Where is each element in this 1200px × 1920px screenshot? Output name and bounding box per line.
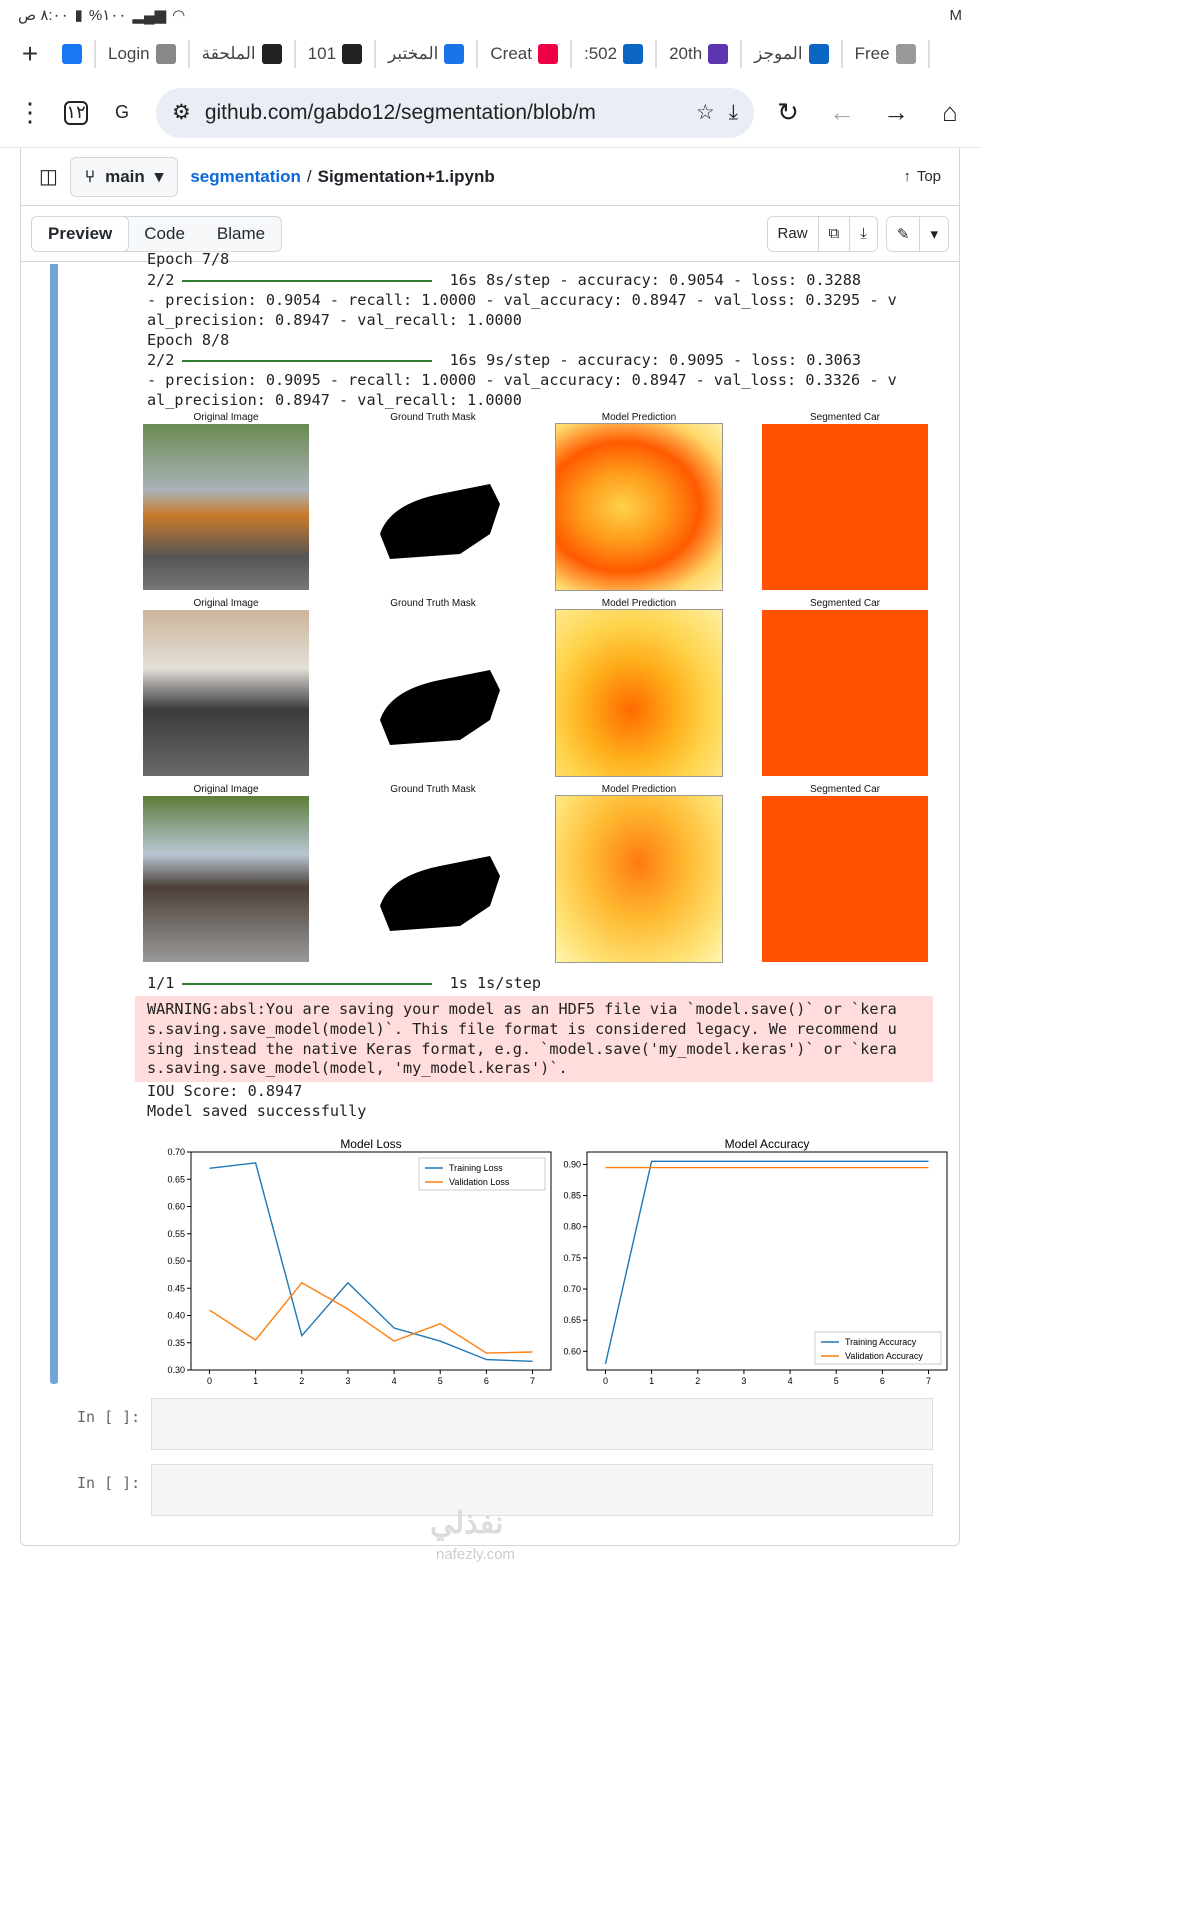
status-bar (0, 0, 980, 30)
in-prompt: In [ ]: (77, 1408, 141, 1426)
chart-title: Model Loss (340, 1137, 402, 1151)
ground-truth-mask (350, 424, 516, 590)
x-tick-label: 7 (926, 1376, 932, 1386)
tab-favicon-icon (156, 44, 176, 64)
output-progress: 2/2 16s 8s/step - accuracy: 0.9054 - loss: 0.3288 (147, 271, 862, 289)
tab-favicon-icon (342, 44, 362, 64)
back-icon[interactable]: ← (829, 97, 855, 127)
original-image (143, 610, 309, 776)
in-prompt: In [ ]: (77, 1474, 141, 1492)
x-tick-label: 3 (741, 1376, 747, 1386)
accuracy-chart (521, 1120, 951, 1386)
y-tick-label: 0.40 (167, 1310, 185, 1321)
breadcrumb: segmentation / Sigmentation+1.ipynb (190, 166, 495, 186)
x-tick-label: 7 (530, 1376, 536, 1386)
top-button[interactable]: ↑ Top (903, 168, 941, 185)
menu-icon[interactable]: ⋮ (17, 97, 43, 127)
y-tick-label: 0.85 (563, 1190, 581, 1201)
new-tab-icon[interactable]: + (21, 38, 39, 69)
y-tick-label: 0.50 (167, 1256, 185, 1266)
facebook-icon (62, 44, 82, 64)
x-tick-label: 2 (695, 1376, 701, 1386)
tab-favicon-icon (708, 44, 728, 64)
tab-favicon-icon (538, 44, 558, 64)
tab-item[interactable] (843, 40, 930, 68)
gmail-icon: M (949, 6, 962, 24)
prediction-heatmap (556, 796, 722, 962)
branch-selector[interactable] (70, 157, 178, 197)
y-tick-label: 0.90 (563, 1159, 581, 1170)
x-tick-label: 5 (437, 1376, 443, 1386)
legend-label: Validation Loss (449, 1177, 510, 1187)
cell-selection-bar (50, 264, 58, 1384)
series-line (210, 1283, 533, 1353)
tab-blame[interactable]: Blame (216, 223, 266, 243)
tab-label: الموجز (754, 44, 803, 63)
home-icon[interactable]: ⌂ (942, 97, 958, 127)
panel-title: Segmented Car (809, 412, 881, 423)
y-tick-label: 0.35 (167, 1337, 185, 1348)
panel-title: Ground Truth Mask (390, 784, 476, 795)
legend-label: Validation Accuracy (845, 1351, 923, 1361)
tab-favicon-icon (623, 44, 643, 64)
x-tick-label: 4 (787, 1376, 793, 1386)
original-image (143, 796, 309, 962)
y-tick-label: 0.60 (563, 1346, 581, 1357)
download-icon[interactable]: ⤓ (728, 100, 738, 124)
tab-strip (0, 30, 980, 78)
sidebar-toggle-icon[interactable]: ◫ (39, 166, 58, 188)
warning-output: WARNING:absl:You are saving your model as an HDF5 file via `model.save()` or `kera s.saving.save_model(model)`. This file format is considered legacy. We recommend u sing instead the native Keras format, e.g. `model.save('my_model.keras')` or `kera s.saving.save_model(model, 'my_model.keras')`. (135, 996, 933, 1082)
repo-link[interactable]: segmentation (190, 166, 301, 186)
wifi-icon: ◠ (172, 7, 186, 24)
watermark: نفذلي (430, 1507, 504, 1540)
save-message: Model saved successfully (147, 1102, 367, 1120)
x-tick-label: 2 (299, 1376, 305, 1386)
y-tick-label: 0.80 (563, 1221, 581, 1232)
branch-name: main (105, 166, 145, 186)
raw-actions (767, 216, 878, 252)
y-tick-label: 0.60 (167, 1201, 185, 1212)
battery-text: %١٠٠ (88, 7, 127, 24)
reload-icon[interactable]: ↻ (777, 97, 799, 127)
download-raw-icon[interactable]: ⤓ (860, 225, 867, 242)
panel-title: Ground Truth Mask (390, 412, 476, 423)
tab-item[interactable] (376, 40, 478, 68)
chart-title: Model Accuracy (724, 1137, 810, 1151)
tab-label: 20th (669, 44, 703, 63)
file-viewer (20, 148, 960, 1546)
pencil-icon[interactable]: ✎ (887, 217, 921, 251)
output-line: - precision: 0.9095 - recall: 1.0000 - val_accuracy: 0.8947 - val_loss: 0.3326 - v (147, 371, 897, 389)
panel-title: Segmented Car (809, 598, 881, 609)
copy-icon[interactable]: ⧉ (819, 217, 851, 251)
output-progress: 1/1 1s 1s/step (147, 974, 542, 992)
watermark-url: nafezly.com (436, 1546, 515, 1563)
series-line (210, 1163, 533, 1361)
tab-preview[interactable]: Preview (31, 216, 129, 252)
panel-title: Segmented Car (809, 784, 881, 795)
ground-truth-mask (350, 610, 516, 776)
panel-title: Ground Truth Mask (390, 598, 476, 609)
edit-dropdown-icon[interactable]: ▾ (930, 225, 938, 243)
notebook-view (21, 250, 959, 1544)
ground-truth-mask (350, 796, 516, 962)
address-bar[interactable] (156, 88, 754, 138)
time-text: ٨:٠٠ ص (18, 7, 69, 24)
raw-button[interactable]: Raw (768, 217, 819, 251)
panel-title: Model Prediction (601, 598, 677, 609)
tab-item[interactable] (478, 40, 572, 68)
tab-item[interactable] (572, 40, 657, 68)
x-tick-label: 1 (253, 1376, 259, 1386)
tab-item[interactable] (742, 40, 842, 68)
output-line: - precision: 0.9054 - recall: 1.0000 - val_accuracy: 0.8947 - val_loss: 0.3295 - v (147, 291, 897, 309)
y-tick-label: 0.30 (167, 1365, 185, 1375)
chevron-down-icon: ▾ (154, 166, 164, 186)
translate-icon[interactable]: G (114, 102, 129, 122)
original-image (143, 424, 309, 590)
branch-icon: ⑂ (84, 166, 96, 186)
y-tick-label: 0.75 (563, 1252, 581, 1263)
url-text[interactable]: github.com/gabdo12/segmentation/blob/m (204, 100, 596, 124)
forward-icon[interactable]: → (883, 97, 909, 127)
file-header (21, 148, 959, 206)
legend-label: Training Accuracy (845, 1337, 917, 1347)
tab-favicon-icon (809, 44, 829, 64)
iou-score: IOU Score: 0.8947 (147, 1082, 303, 1100)
tab-item[interactable] (657, 40, 742, 68)
tab-facebook[interactable] (50, 40, 96, 68)
panel-title: Model Prediction (601, 412, 677, 423)
url-row (0, 78, 980, 148)
tab-label: Free (854, 44, 890, 63)
file-name: Sigmentation+1.ipynb (317, 166, 495, 186)
tab-label: الملحقة (201, 44, 256, 63)
x-tick-label: 4 (391, 1376, 397, 1386)
output-line: Epoch 8/8 (147, 331, 230, 349)
code-cell[interactable] (151, 1464, 933, 1516)
tab-label: Login (108, 44, 150, 63)
output-line: al_precision: 0.8947 - val_recall: 1.0000 (147, 391, 522, 409)
y-tick-label: 0.65 (167, 1174, 185, 1185)
y-tick-label: 0.65 (563, 1315, 581, 1326)
tab-favicon-icon (896, 44, 916, 64)
tabs-count-icon[interactable]: ١٢ (64, 101, 88, 125)
x-tick-label: 3 (345, 1376, 351, 1386)
y-tick-label: 0.45 (167, 1283, 185, 1294)
panel-title: Original Image (193, 784, 259, 795)
segmented-car (762, 796, 928, 962)
tab-item[interactable] (190, 40, 296, 68)
y-tick-label: 0.55 (167, 1228, 185, 1239)
loss-chart (125, 1120, 555, 1386)
x-tick-label: 1 (649, 1376, 655, 1386)
tab-label: Creat (490, 44, 532, 63)
star-icon[interactable]: ☆ (695, 101, 715, 124)
x-tick-label: 6 (483, 1376, 489, 1386)
view-mode-switch (31, 216, 282, 252)
tab-label: المختبر (388, 44, 439, 63)
segmented-car (762, 610, 928, 776)
tab-code[interactable]: Code (144, 223, 185, 243)
tab-label: :502 (583, 44, 618, 63)
y-tick-label: 0.70 (563, 1284, 581, 1295)
tab-favicon-icon (444, 44, 464, 64)
segmented-car (762, 424, 928, 590)
site-settings-icon[interactable]: ⚙ (172, 101, 191, 124)
signal-icon: ▂▄▆ (132, 7, 167, 24)
battery-icon: ▮ (74, 7, 83, 24)
x-tick-label: 6 (879, 1376, 885, 1386)
output-progress: 2/2 16s 9s/step - accuracy: 0.9095 - loss: 0.3063 (147, 351, 862, 369)
code-cell[interactable] (151, 1398, 933, 1450)
output-line: Epoch 7/8 (147, 250, 230, 268)
tab-favicon-icon (262, 44, 282, 64)
x-tick-label: 5 (833, 1376, 839, 1386)
tab-item[interactable] (96, 40, 190, 68)
x-tick-label: 0 (206, 1376, 212, 1386)
x-tick-label: 0 (602, 1376, 608, 1386)
panel-title: Original Image (193, 598, 259, 609)
arrow-up-icon: ↑ (903, 168, 911, 185)
prediction-heatmap (556, 424, 722, 590)
panel-title: Original Image (193, 412, 259, 423)
y-tick-label: 0.70 (167, 1147, 185, 1157)
legend-label: Training Loss (449, 1163, 503, 1173)
panel-title: Model Prediction (601, 784, 677, 795)
tab-item[interactable] (296, 40, 376, 68)
tab-label: 101 (307, 44, 337, 63)
prediction-heatmap (556, 610, 722, 776)
output-line: al_precision: 0.8947 - val_recall: 1.0000 (147, 311, 522, 329)
edit-actions (886, 216, 949, 252)
